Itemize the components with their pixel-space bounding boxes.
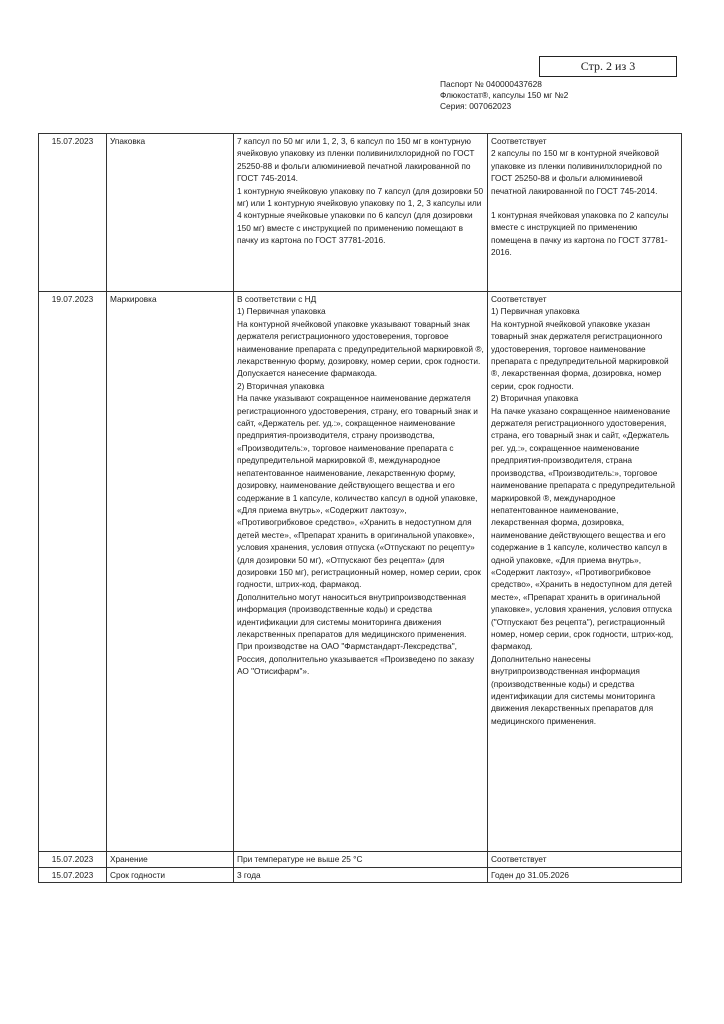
table-row [39, 868, 682, 883]
result-paragraph: 1 контурная ячейковая упаковка по 2 капсулы вместе с инструкцией по применению помещена в пачку из картона по ГОСТ 37781-2016. [491, 210, 669, 258]
result-paragraph: 2 капсулы по 150 мг в контурной ячейковой упаковке из пленки поливинилхлоридной по ГОСТ 25250-88 и фольги алюминиевой печатной лакированной по ГОСТ 745-2014. [491, 148, 663, 196]
requirement-cell [234, 134, 488, 292]
result-paragraph: Соответствует [491, 854, 547, 864]
result-paragraph: Соответствует [491, 294, 547, 304]
result-cell [488, 292, 682, 852]
table-row [39, 134, 682, 292]
table-row [39, 292, 682, 852]
result-paragraph [491, 197, 678, 209]
requirement-cell [234, 292, 488, 852]
requirement-paragraph: В соответствии с НД [237, 294, 317, 304]
page-number-box: Стр. 2 из 3 [539, 56, 677, 77]
result-paragraph: 2) Вторичная упаковка [491, 393, 579, 404]
passport-table [38, 133, 682, 883]
requirement-paragraph: На контурной ячейковой упаковке указывают товарный знак держателя регистрационного удостоверения, торговое наименование препарата с предупредительной маркировкой ®, лекарственную форму, дозировку, номер серии, срок годности. Допускается нанесение фармакода. [237, 318, 484, 379]
passport-number: Паспорт № 040000437628 [440, 79, 542, 89]
requirement-paragraph: На пачке указывают сокращенное наименование держателя регистрационного удостоверения, страну, его товарный знак и сайт, «Держатель рег. уд.:», сокращенное наименование предприятия-производителя, страну производства, «Производитель:», торговое наименование препарата с предупредительной маркировкой ®, международное непатентованное наименование, лекарственную форму, дозировку, наименование действующего вещества и его содержание в 1 капсуле, количество капсул в одной упаковке, «Для приема внутрь», «Содержит лактозу», «Противогрибковое средство», «Хранить в недоступном для детей месте», «Препарат хранить в оригинальной упаковке», условия хранения, условия отпуска («Отпускают по рецепту» (для дозировки 50 мг), «Отпускают без рецепта» (для дозировки 150 мг), регистрационный номер, номер серии, срок годности, штрих-код, фармакод. [237, 393, 481, 590]
result-paragraph: Дополнительно нанесены внутрипроизводственная информация (производственные коды) и средства идентификации для системы мониторинга движения лекарственных препаратов для медицинского применения. [491, 653, 656, 726]
requirement-paragraph: При температуре не выше 25 °С [237, 854, 363, 864]
requirement-paragraph: При производстве на ОАО "Фармстандарт-Лексредства", Россия, дополнительно указывается «Произведено по заказу АО "Отисифарм"». [237, 641, 475, 677]
result-paragraph: На пачке указано сокращенное наименование держателя регистрационного удостоверения, страна, его товарный знак и сайт, «Держатель рег. уд.:», сокращенное наименование предприятия-производителя, страна производства, «Производитель:», торговое наименование препарата с предупредительной маркировкой ®, международное непатентованное наименование, лекарственная форма, дозировка, наименование действующего вещества и его содержание в 1 капсуле, количество капсул в одной упаковке, «Для приема внутрь», «Содержит лактозу», «Противогрибковое средство», «Хранить в недоступном для детей месте», «Препарат хранить в оригинальной упаковке», условия хранения, условия отпуска ("Отпускают без рецепта"), регистрационный номер, номер серии, срок годности, штрих-код, фармакод. [491, 405, 675, 652]
parameter-cell: Хранение [107, 852, 234, 868]
parameter-cell: Упаковка [107, 134, 234, 292]
date-cell: 15.07.2023 [39, 852, 107, 868]
result-paragraph: Годен до 31.05.2026 [491, 870, 569, 880]
requirement-paragraph: 1 контурную ячейковую упаковку по 7 капсул (для дозировки 50 мг) или 1 контурную ячейковую упаковку по 1, 2, 3 капсулы или 4 контурные ячейковые упаковки по 6 капсул (для дозировки 150 мг) вместе с инструкцией по применению помещают в пачку из картона по ГОСТ 37781-2016. [237, 185, 484, 246]
date-cell: 15.07.2023 [39, 134, 107, 292]
requirement-paragraph: Дополнительно могут наноситься внутрипроизводственная информация (производственные коды) и средства идентификации для системы мониторинга движения лекарственных препаратов для медицинского применения. [237, 591, 467, 639]
requirement-cell [234, 852, 488, 868]
result-cell [488, 852, 682, 868]
requirement-cell [234, 868, 488, 883]
requirement-paragraph: 1) Первичная упаковка [237, 306, 326, 317]
requirement-paragraph: 3 года [237, 870, 261, 880]
date-cell: 15.07.2023 [39, 868, 107, 883]
parameter-cell: Срок годности [107, 868, 234, 883]
product-name: Флюкостат®, капсулы 150 мг №2 [440, 90, 569, 100]
date-cell: 19.07.2023 [39, 292, 107, 852]
result-paragraph: На контурной ячейковой упаковке указан товарный знак держателя регистрационного удостоверения, торговое наименование препарата с предупредительной маркировкой ®, лекарственная форма, дозировка, номер серии, срок годности. [491, 318, 669, 391]
result-cell [488, 134, 682, 292]
result-cell [488, 868, 682, 883]
parameter-cell: Маркировка [107, 292, 234, 852]
series-number: Серия: 007062023 [440, 101, 512, 111]
requirement-paragraph: 2) Вторичная упаковка [237, 380, 325, 391]
requirement-paragraph: 7 капсул по 50 мг или 1, 2, 3, 6 капсул по 150 мг в контурную ячейковую упаковку из пленки поливинилхлоридной по ГОСТ 25250-88 и фольги алюминиевой печатной лакированной по ГОСТ 745-2014. [237, 136, 475, 184]
result-paragraph: Соответствует [491, 136, 547, 146]
table-row [39, 852, 682, 868]
result-paragraph: 1) Первичная упаковка [491, 306, 580, 317]
